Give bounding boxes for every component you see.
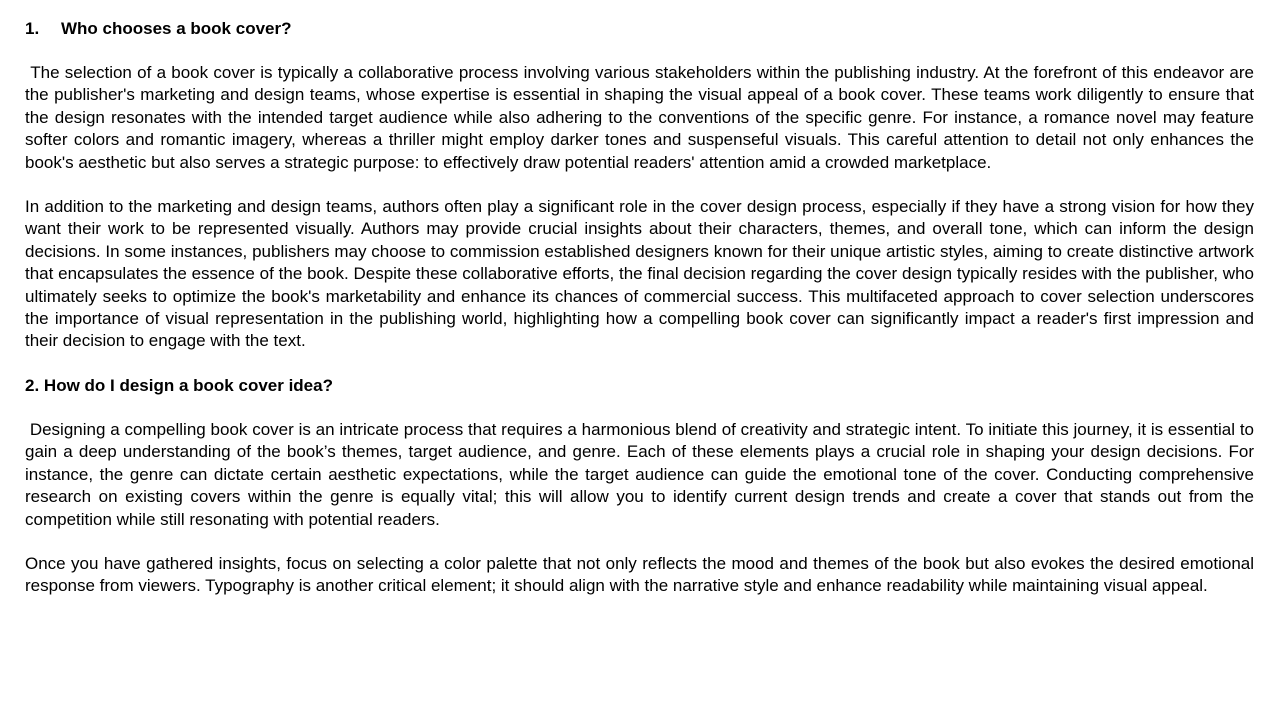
section-1-heading: [25, 18, 1254, 40]
section-2-number: 2.: [25, 375, 40, 395]
section-1-paragraph-1: The selection of a book cover is typically a collaborative process involving various stakeholders within the publishing industry. At the forefront of this endeavor are the publisher's marketing and design teams, whose expertise is essential in shaping the visual appeal of a book cover. These teams work diligently to ensure that the design resonates with the intended target audience while also adhering to the conventions of the specific genre. For instance, a romance novel may feature softer colors and romantic imagery, whereas a thriller might employ darker tones and suspenseful visuals. This careful attention to detail not only enhances the book's aesthetic but also serves a strategic purpose: to effectively draw potential readers' attention amid a crowded marketplace.: [25, 63, 1259, 172]
section-1-title: Who chooses a book cover?: [61, 19, 292, 38]
section-2-heading: [25, 375, 1254, 397]
section-1-number: 1.: [25, 19, 40, 38]
section-2-title: How do I design a book cover idea?: [43, 375, 333, 395]
section-1-paragraph-2: In addition to the marketing and design teams, authors often play a significant role in the cover design process, especially if they have a strong vision for how they want their work to be represented visually. Authors may provide crucial insights about their characters, themes, and overall tone, which can inform the design decisions. In some instances, publishers may choose to commission established designers known for their unique artistic styles, aiming to create distinctive artwork that encapsulates the essence of the book. Despite these collaborative efforts, the final decision regarding the cover design typically resides with the publisher, who ultimately seeks to optimize the book's marketability and enhance its chances of commercial success. This multifaceted approach to cover selection underscores the importance of visual representation in the publishing world, highlighting how a compelling book cover can significantly impact a reader's first impression and their decision to engage with the text.: [25, 197, 1254, 351]
section-2-paragraph-1: Designing a compelling book cover is an intricate process that requires a harmonious blend of creativity and strategic intent. To initiate this journey, it is essential to gain a deep understanding of the book’s themes, target audience, and genre. Each of these elements plays a crucial role in shaping your design decisions. For instance, the genre can dictate certain aesthetic expectations, while the target audience can guide the emotional tone of the cover. Conducting comprehensive research on existing covers within the genre is equally vital; this will allow you to identify current design trends and create a cover that stands out from the competition while still resonating with potential readers.: [25, 419, 1259, 529]
section-2-paragraph-2: Once you have gathered insights, focus on selecting a color palette that not only reflects the mood and themes of the book but also evokes the desired emotional response from viewers. Typography is another critical element; it should align with the narrative style and enhance readability while maintaining visual appeal.: [25, 553, 1254, 596]
